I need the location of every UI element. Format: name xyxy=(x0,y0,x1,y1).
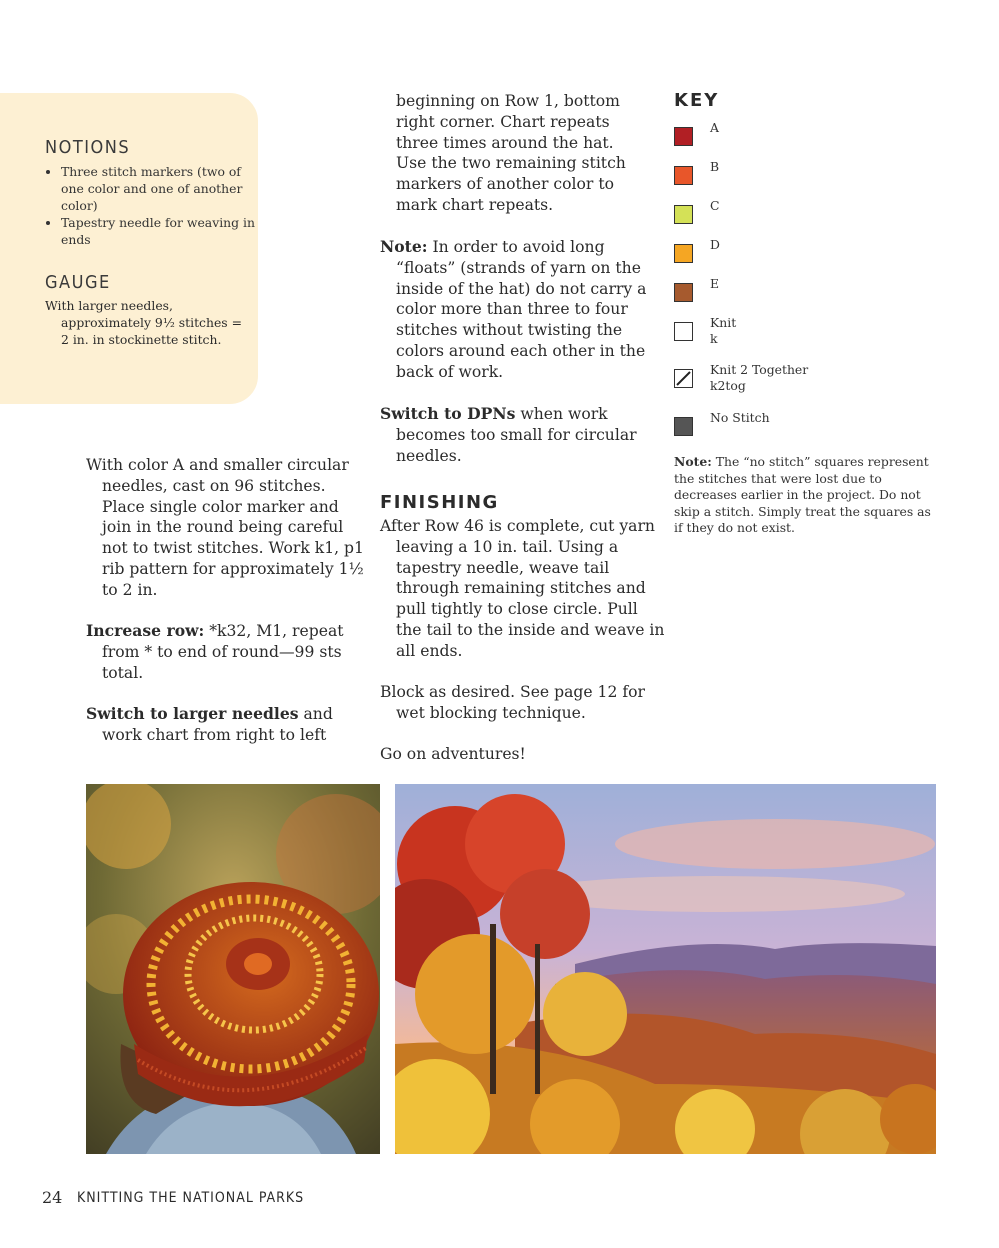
gauge-heading: GAUGE xyxy=(45,272,111,293)
page-number: 24 xyxy=(42,1188,63,1207)
key-note-text: The “no stitch” squares represent the stitches that were lost due to decreases earlier in the project. Do not skip a stitch. Simply treat the squares as if they do not exist. xyxy=(674,454,931,536)
increase-row-lead: Increase row: xyxy=(86,621,205,640)
notions-item: • Three stitch markers (two of one color and one of another color) xyxy=(61,163,261,214)
finishing-heading: FINISHING xyxy=(380,492,499,513)
switch-needles-text: and work chart from right to left xyxy=(102,705,333,744)
key-label-abbrev: k2tog xyxy=(710,378,746,393)
dpn-paragraph xyxy=(380,404,660,466)
key-label xyxy=(710,237,720,253)
key-label xyxy=(710,276,719,292)
chart-continuation-paragraph: beginning on Row 1, bottom right corner. Chart repeats three times around the hat. Use the two remaining stitch markers of another color to mark chart repeats. xyxy=(396,92,626,214)
closing-line: Go on adventures! xyxy=(380,745,526,763)
key-label xyxy=(710,159,719,175)
switch-needles-paragraph xyxy=(86,704,362,746)
key-label-name: Knit 2 Together xyxy=(710,362,809,377)
key-swatch xyxy=(674,417,693,436)
running-title: KNITTING THE NATIONAL PARKS xyxy=(77,1190,305,1206)
floats-note-paragraph xyxy=(380,237,660,383)
key-swatch xyxy=(674,166,693,185)
notions-item: • Tapestry needle for weaving in ends xyxy=(61,214,261,248)
key-note xyxy=(674,454,939,537)
gauge-text: With larger needles, approximately 9½ stitches = 2 in. in stockinette stitch. xyxy=(45,298,242,347)
finishing-paragraph: After Row 46 is complete, cut yarn leaving a 10 in. tail. Using a tapestry needle, weave tail through remaining stitches and pull tightly to close circle. Pull the tail to the inside and weave in all ends. xyxy=(380,517,665,660)
floats-note-lead: Note: xyxy=(380,237,428,256)
key-label-name: D xyxy=(710,237,720,252)
key-swatch xyxy=(674,322,693,341)
floats-note-text: In order to avoid long “floats” (strands of yarn on the inside of the hat) do not carry a color more than three to four stitches without twisting the colors around each other in the back of work. xyxy=(396,238,647,381)
key-label-name: B xyxy=(710,159,720,174)
dpn-text: when work becomes too small for circular needles. xyxy=(396,405,637,465)
key-title: KEY xyxy=(674,90,720,111)
key-swatch xyxy=(674,205,693,224)
key-swatch xyxy=(674,127,693,146)
dpn-lead: Switch to DPNs xyxy=(380,404,516,423)
key-swatch xyxy=(674,283,693,302)
notions-gauge-sidebar xyxy=(0,93,258,404)
autumn-landscape-photo xyxy=(395,784,936,1154)
blocking-paragraph: Block as desired. See page 12 for wet blocking technique. xyxy=(380,683,645,722)
increase-row-paragraph xyxy=(86,621,362,683)
key-label xyxy=(710,315,736,347)
key-label xyxy=(710,362,808,394)
key-swatch xyxy=(674,369,693,388)
key-label xyxy=(710,410,770,426)
increase-row-text: *k32, M1, repeat from * to end of round—99 sts total. xyxy=(102,622,344,682)
key-label-name: Knit xyxy=(710,315,737,330)
key-label xyxy=(710,120,719,136)
key-label-name: A xyxy=(710,120,719,135)
switch-needles-lead: Switch to larger needles xyxy=(86,704,299,723)
slash-icon xyxy=(675,370,692,387)
key-note-lead: Note: xyxy=(674,454,712,469)
hat-photo xyxy=(86,784,380,1154)
notions-heading: NOTIONS xyxy=(45,137,131,158)
key-label-name: C xyxy=(710,198,720,213)
key-label-name: No Stitch xyxy=(710,410,770,425)
key-label-abbrev: k xyxy=(710,331,718,346)
cast-on-paragraph: With color A and smaller circular needles, cast on 96 stitches. Place single color marker and join in the round being careful not to twist stitches. Work k1, p1 rib pattern for approximately 1½ to 2 in. xyxy=(86,456,364,599)
notions-list xyxy=(45,163,261,248)
key-swatch xyxy=(674,244,693,263)
key-label xyxy=(710,198,719,214)
key-label-name: E xyxy=(710,276,720,291)
